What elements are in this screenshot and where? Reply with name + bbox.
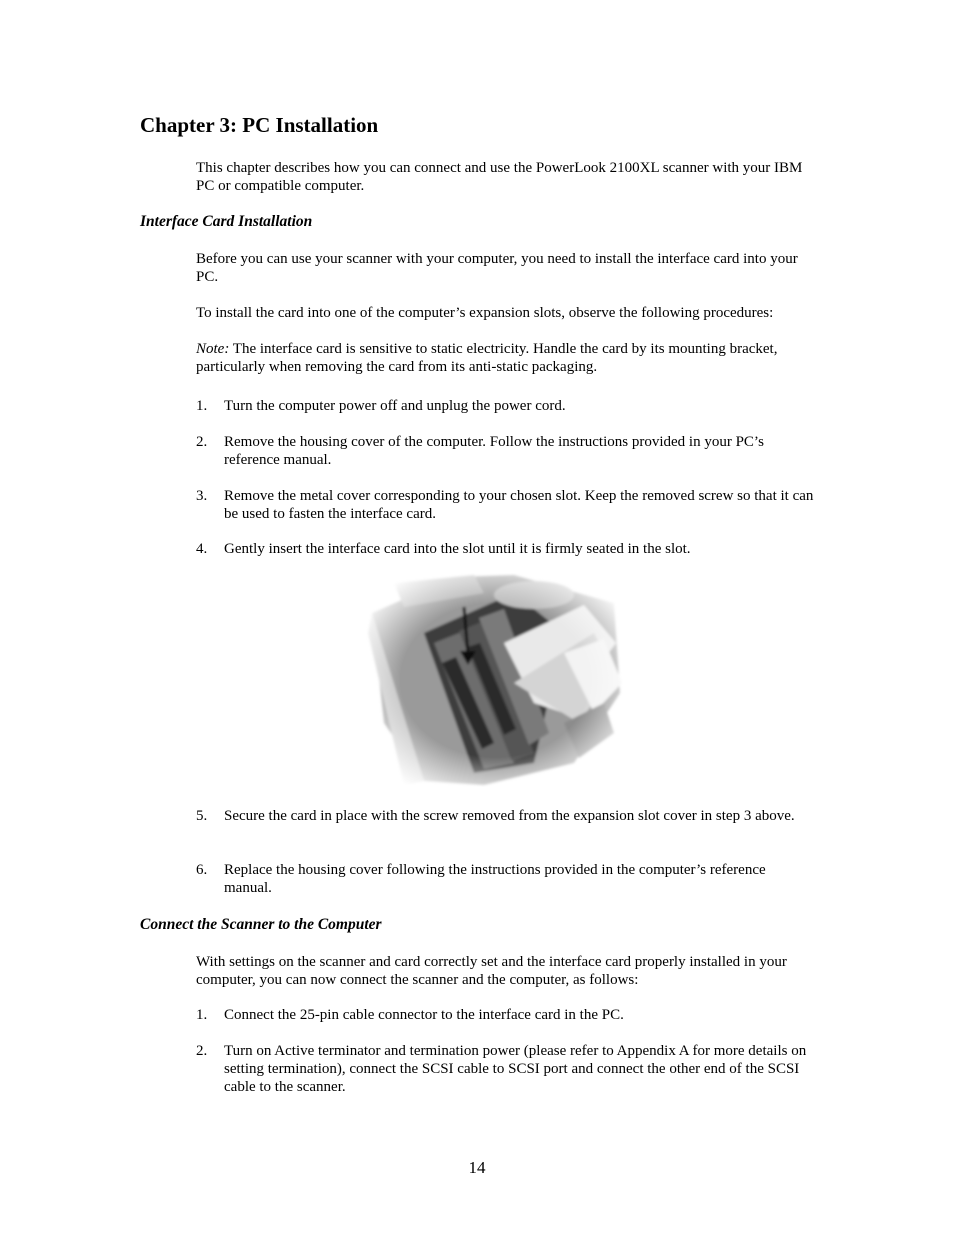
step-text: Turn on Active terminator and termination power (please refer to Appendix A for more details on setting termination), connect the SCSI cable to SCSI port and connect the other end of the SCSI cable to the scanner. xyxy=(224,1043,807,1095)
step-number: 1. xyxy=(196,1007,208,1023)
chapter-title: Chapter 3: PC Installation xyxy=(140,113,379,137)
note-text: The interface card is sensitive to static electricity. Handle the card by its mounting bracket, particularly when removing the card from its anti-static packaging. xyxy=(196,341,778,375)
step-text: Secure the card in place with the screw removed from the expansion slot cover in step 3 above. xyxy=(224,808,795,824)
step-number: 2. xyxy=(196,434,208,450)
step-text: Replace the housing cover following the instructions provided in the computer’s reference manual. xyxy=(224,862,766,896)
step-text: Turn the computer power off and unplug the power cord. xyxy=(224,398,566,414)
step-number: 6. xyxy=(196,862,208,878)
static-note xyxy=(196,340,816,376)
section-heading-interface-card: Interface Card Installation xyxy=(140,213,313,230)
step-text: Connect the 25-pin cable connector to the interface card in the PC. xyxy=(224,1007,624,1023)
interface-card-installation-photo xyxy=(364,573,626,787)
section1-paragraph-1: Before you can use your scanner with your computer, you need to install the interface card into your PC. xyxy=(196,251,798,285)
step-number: 2. xyxy=(196,1043,208,1059)
section-heading-connect-scanner: Connect the Scanner to the Computer xyxy=(140,916,382,933)
step-number: 1. xyxy=(196,398,208,414)
page-number: 14 xyxy=(468,1158,486,1177)
section1-paragraph-2: To install the card into one of the computer’s expansion slots, observe the following procedures: xyxy=(196,305,774,321)
note-label: Note: xyxy=(196,341,230,357)
step-text: Gently insert the interface card into the slot until it is firmly seated in the slot. xyxy=(224,541,691,557)
step-number: 4. xyxy=(196,541,208,557)
intro-paragraph: This chapter describes how you can connect and use the PowerLook 2100XL scanner with your IBM PC or compatible computer. xyxy=(196,160,803,194)
step-text: Remove the metal cover corresponding to your chosen slot. Keep the removed screw so that it can be used to fasten the interface card. xyxy=(224,488,814,522)
section2-paragraph-1: With settings on the scanner and card correctly set and the interface card properly installed in your computer, you can now connect the scanner and the computer, as follows: xyxy=(196,954,787,988)
step-text: Remove the housing cover of the computer. Follow the instructions provided in your PC’s reference manual. xyxy=(224,434,764,468)
step-number: 5. xyxy=(196,808,208,824)
step-number: 3. xyxy=(196,488,208,504)
